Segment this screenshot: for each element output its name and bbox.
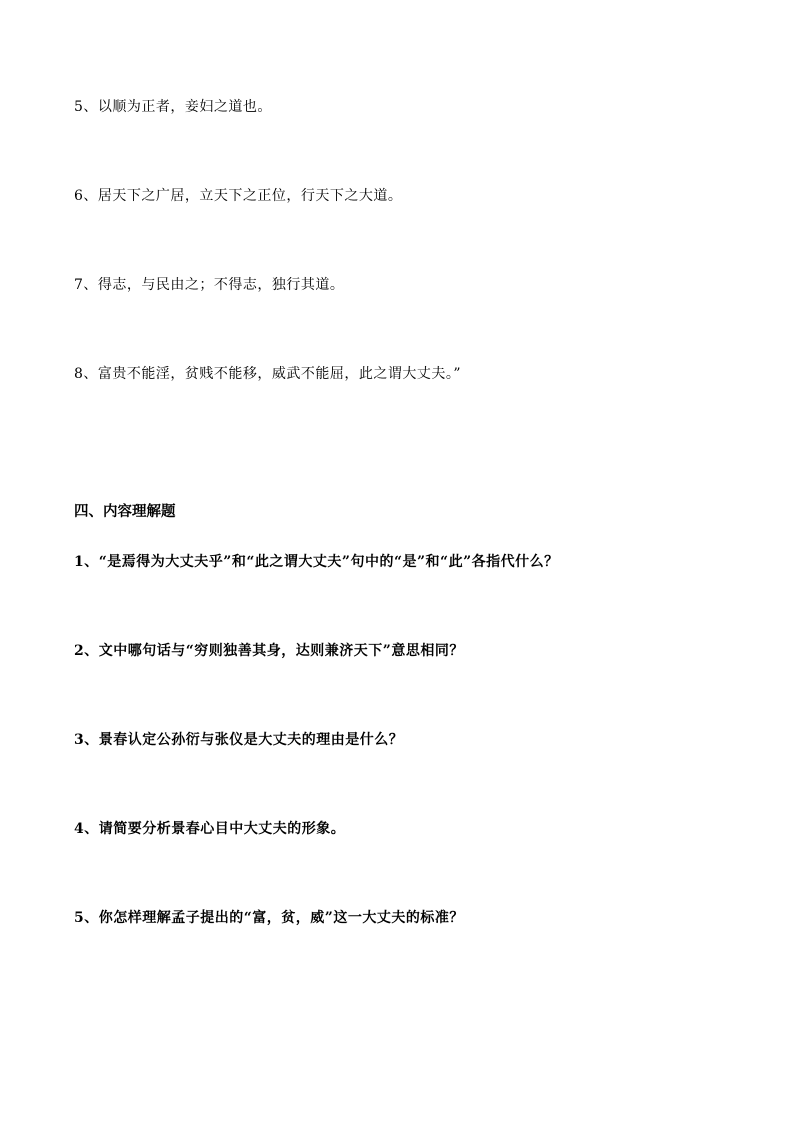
- question-2: 2、文中哪句话与“穷则独善其身，达则兼济天下”意思相同？: [74, 643, 464, 659]
- question-4: 4、请简要分析景春心目中大丈夫的形象。: [74, 821, 346, 837]
- translation-item-5: 5、以顺为正者，妾妇之道也。: [74, 99, 272, 115]
- translation-item-8: 8、富贵不能淫，贫贱不能移，威武不能屈，此之谓大丈夫。”: [74, 366, 462, 382]
- translation-item-7: 7、得志，与民由之；不得志，独行其道。: [74, 277, 345, 293]
- translation-item-6: 6、居天下之广居，立天下之正位，行天下之大道。: [74, 188, 403, 204]
- section-heading: 四、内容理解题: [74, 504, 176, 520]
- question-3: 3、景春认定公孙衍与张仪是大丈夫的理由是什么？: [74, 732, 404, 748]
- question-1: 1、“是焉得为大丈夫乎”和“此之谓大丈夫”句中的“是”和“此”各指代什么？: [74, 554, 559, 570]
- question-5: 5、你怎样理解孟子提出的“富，贫，威”这一大丈夫的标准？: [74, 910, 464, 926]
